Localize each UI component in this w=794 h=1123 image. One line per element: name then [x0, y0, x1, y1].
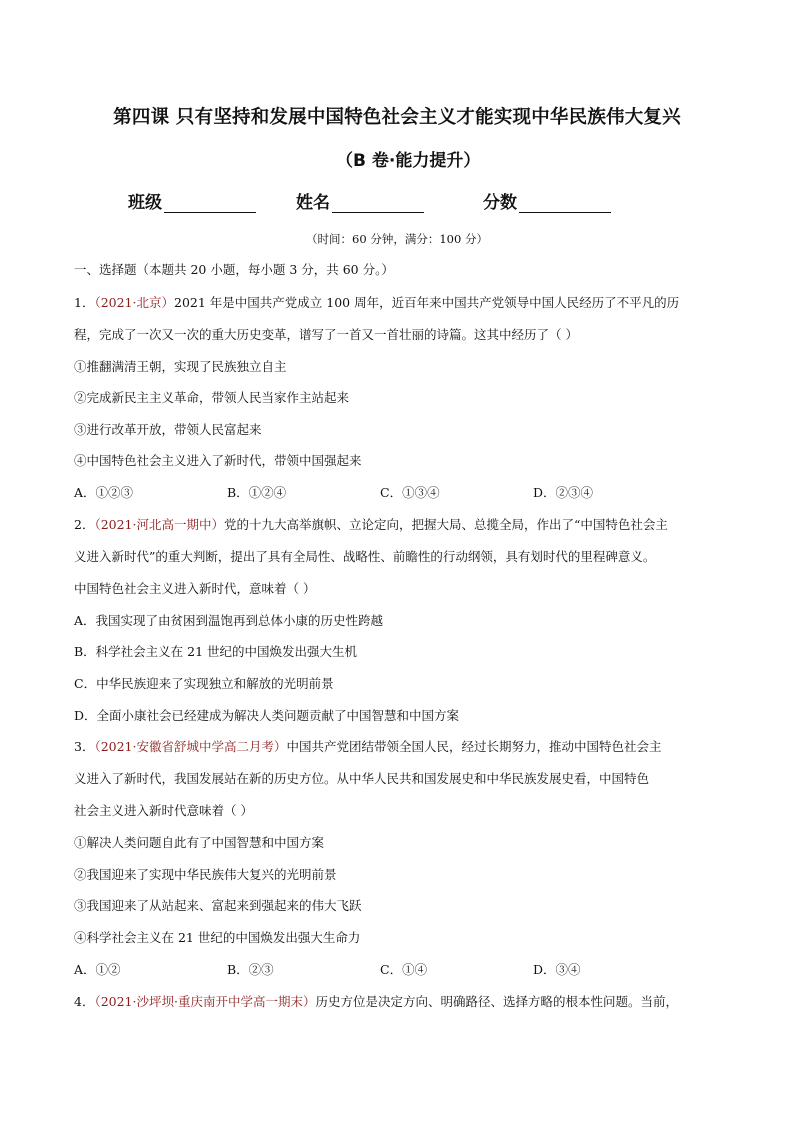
question-text: 中国共产党团结带领全国人民，经过长期努力，推动中国特色社会主 [286, 739, 662, 754]
question-text: 党的十九大高举旗帜、立论定向，把握大局、总揽全局，作出了“中国特色社会主 [224, 517, 668, 532]
question-3-choices [74, 961, 734, 979]
time-note: （时间：60 分钟，满分：100 分） [306, 232, 488, 246]
statement: ③进行改革开放，带领人民富起来 [74, 422, 262, 437]
statement: ④中国特色社会主义进入了新时代，带领中国强起来 [74, 453, 362, 468]
score-blank[interactable] [519, 194, 611, 213]
question-source: （2021·安徽省舒城中学高二月考） [94, 739, 287, 754]
score-field[interactable] [483, 188, 611, 213]
question-3-line-2: 义进入了新时代，我国发展站在新的历史方位。从中华人民共和国发展史和中华民族发展史看，中国特色 [74, 771, 650, 786]
choice-a[interactable]: A．①② [74, 962, 121, 977]
option-b[interactable]: B．科学社会主义在 21 世纪的中国焕发出强大生机 [74, 644, 358, 659]
question-2-line-3: 中国特色社会主义进入新时代，意味着（ ） [74, 581, 316, 596]
score-label: 分数 [483, 193, 517, 213]
class-field[interactable] [128, 188, 256, 213]
name-blank[interactable] [332, 194, 424, 213]
question-4-line-1 [74, 993, 678, 1011]
class-blank[interactable] [164, 194, 256, 213]
page-subtitle: （B 卷·能力提升） [336, 151, 481, 171]
option-c[interactable]: C．中华民族迎来了实现独立和解放的光明前景 [74, 676, 334, 691]
statement: ①推翻满清王朝，实现了民族独立自主 [74, 359, 287, 374]
question-number: 2． [74, 517, 95, 532]
class-label: 班级 [128, 193, 162, 213]
question-source: （2021·河北高一期中） [94, 517, 224, 532]
question-text: 历史方位是决定方向、明确路径、选择方略的根本性问题。当前， [315, 994, 678, 1009]
choice-c[interactable]: C．①③④ [380, 485, 440, 500]
question-source: （2021·北京） [94, 295, 174, 310]
choice-a[interactable]: A．①②③ [74, 485, 134, 500]
choice-b[interactable]: B．②③ [227, 962, 274, 977]
choice-d[interactable]: D．③④ [533, 962, 581, 977]
question-number: 1． [74, 295, 95, 310]
question-source: （2021·沙坪坝·重庆南开中学高一期末） [94, 994, 316, 1009]
question-text: 2021 年是中国共产党成立 100 周年，近百年来中国共产党领导中国人民经历了不平凡的历 [174, 295, 680, 310]
name-field[interactable] [296, 188, 424, 213]
option-d[interactable]: D．全面小康社会已经建成为解决人类问题贡献了中国智慧和中国方案 [74, 708, 460, 723]
question-3-line-3: 社会主义进入新时代意味着（ ） [74, 803, 253, 818]
page-title: 第四课 只有坚持和发展中国特色社会主义才能实现中华民族伟大复兴 [113, 107, 681, 128]
question-number: 4． [74, 994, 95, 1009]
choice-c[interactable]: C．①④ [380, 962, 428, 977]
question-3-line-1 [74, 738, 662, 756]
option-a[interactable]: A．我国实现了由贫困到温饱再到总体小康的历史性跨越 [74, 613, 384, 628]
statement: ②完成新民主主义革命，带领人民当家作主站起来 [74, 390, 350, 405]
section-heading: 一、选择题（本题共 20 小题，每小题 3 分，共 60 分。） [74, 262, 394, 277]
name-label: 姓名 [296, 193, 330, 213]
choice-d[interactable]: D．②③④ [533, 485, 594, 500]
question-2-line-2: 义进入新时代”的重大判断，提出了具有全局性、战略性、前瞻性的行动纲领，具有划时代的里程碑意义。 [74, 549, 656, 564]
statement: ②我国迎来了实现中华民族伟大复兴的光明前景 [74, 867, 337, 882]
question-1-choices [74, 484, 734, 502]
question-1-line-1 [74, 294, 679, 312]
question-2-line-1 [74, 516, 668, 534]
statement: ④科学社会主义在 21 世纪的中国焕发出强大生命力 [74, 930, 361, 945]
choice-b[interactable]: B．①②④ [227, 485, 287, 500]
question-number: 3． [74, 739, 95, 754]
question-1-line-2: 程，完成了一次又一次的重大历史变革，谱写了一首又一首壮丽的诗篇。这其中经历了（ ） [74, 327, 578, 342]
statement: ①解决人类问题自此有了中国智慧和中国方案 [74, 835, 325, 850]
statement: ③我国迎来了从站起来、富起来到强起来的伟大飞跃 [74, 898, 362, 913]
